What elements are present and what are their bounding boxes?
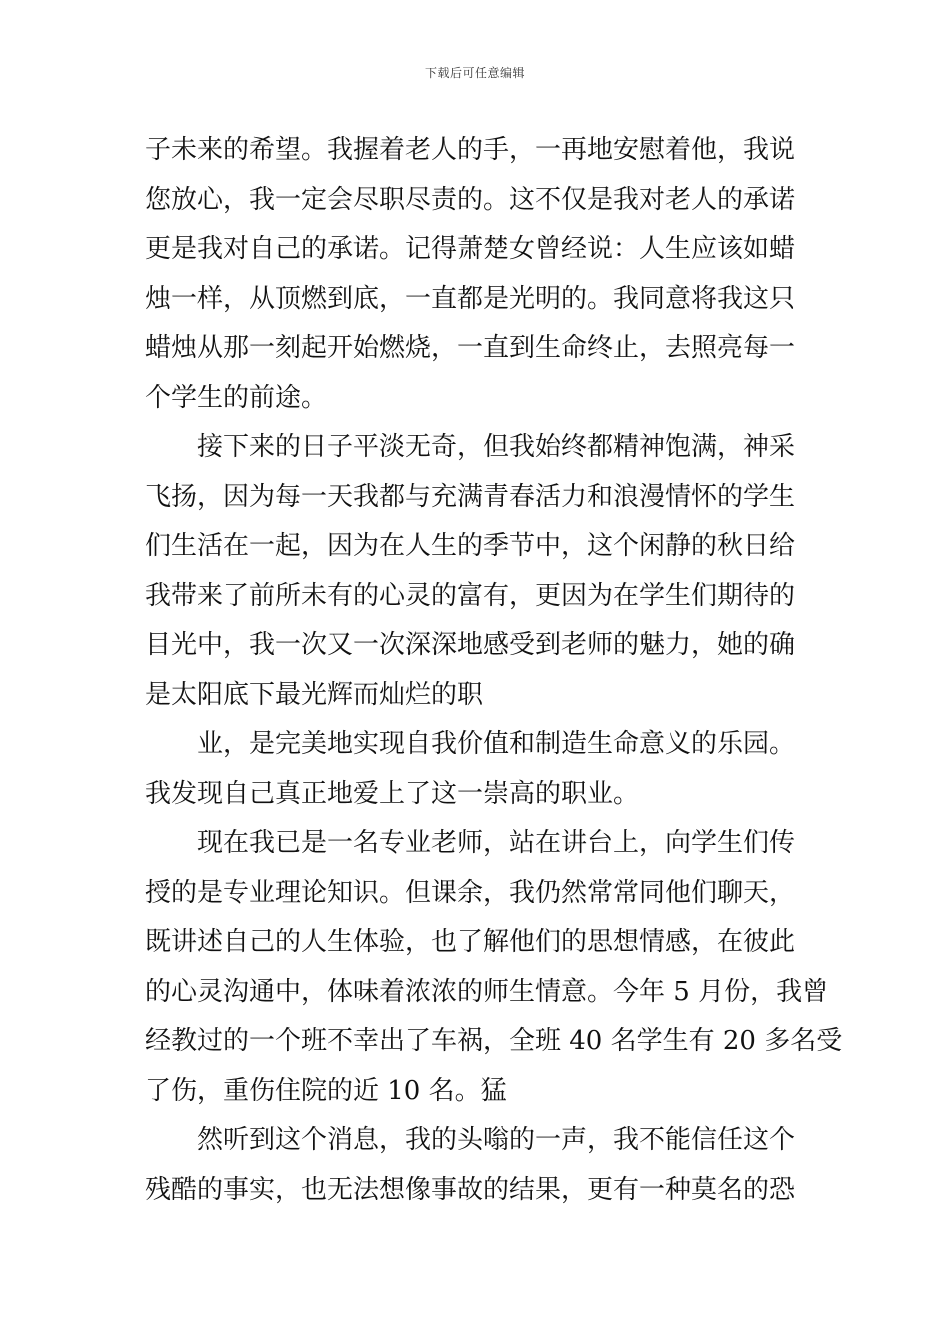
- text-line: 业，是完美地实现自我价值和制造生命意义的乐园。: [197, 729, 796, 759]
- page-header: 下载后可任意编辑: [424, 66, 525, 80]
- text-line: 既讲述自己的人生体验，也了解他们的思想情感，在彼此: [145, 927, 796, 957]
- text-line: 然听到这个消息，我的头嗡的一声，我不能信任这个: [197, 1125, 796, 1155]
- text-line: 烛一样，从顶燃到底，一直都是光明的。我同意将我这只: [145, 283, 796, 314]
- text-line: 个学生的前途。: [145, 382, 328, 413]
- text-line: 接下来的日子平淡无奇，但我始终都精神饱满，神采: [197, 432, 796, 462]
- text-line: 经教过的一个班不幸出了车祸，全班 40 名学生有 20 多名受: [145, 1026, 843, 1056]
- text-line: 我发现自己真正地爱上了这一崇高的职业。: [145, 778, 640, 809]
- text-line: 授的是专业理论知识。但课余，我仍然常常同他们聊天，: [145, 877, 796, 908]
- text-line: 的心灵沟通中，体味着浓浓的师生情意。今年 5 月份，我曾: [145, 976, 829, 1007]
- text-line: 子未来的希望。我握着老人的手，一再地安慰着他，我说: [145, 135, 796, 165]
- text-line: 飞扬，因为每一天我都与充满青春活力和浪漫情怀的学生: [145, 481, 796, 512]
- text-line: 目光中，我一次又一次深深地感受到老师的魅力，她的确: [145, 630, 796, 660]
- text-line: 蜡烛从那一刻起开始燃烧，一直到生命终止，去照亮每一: [145, 333, 796, 363]
- body-text: [145, 126, 843, 1215]
- text-line: 了伤，重伤住院的近 10 名。猛: [145, 1075, 507, 1106]
- text-line: 残酷的事实，也无法想像事故的结果，更有一种莫名的恐: [145, 1174, 796, 1205]
- text-line: 我带来了前所未有的心灵的富有，更因为在学生们期待的: [145, 580, 796, 611]
- text-line: 是太阳底下最光辉而灿烂的职: [145, 679, 484, 710]
- text-line: 现在我已是一名专业老师，站在讲台上，向学生们传: [197, 828, 796, 858]
- text-line: 们生活在一起，因为在人生的季节中，这个闲静的秋日给: [145, 531, 796, 561]
- text-line: 更是我对自己的承诺。记得萧楚女曾经说：人生应该如蜡: [145, 234, 796, 264]
- text-line: 您放心，我一定会尽职尽责的。这不仅是我对老人的承诺: [145, 184, 796, 215]
